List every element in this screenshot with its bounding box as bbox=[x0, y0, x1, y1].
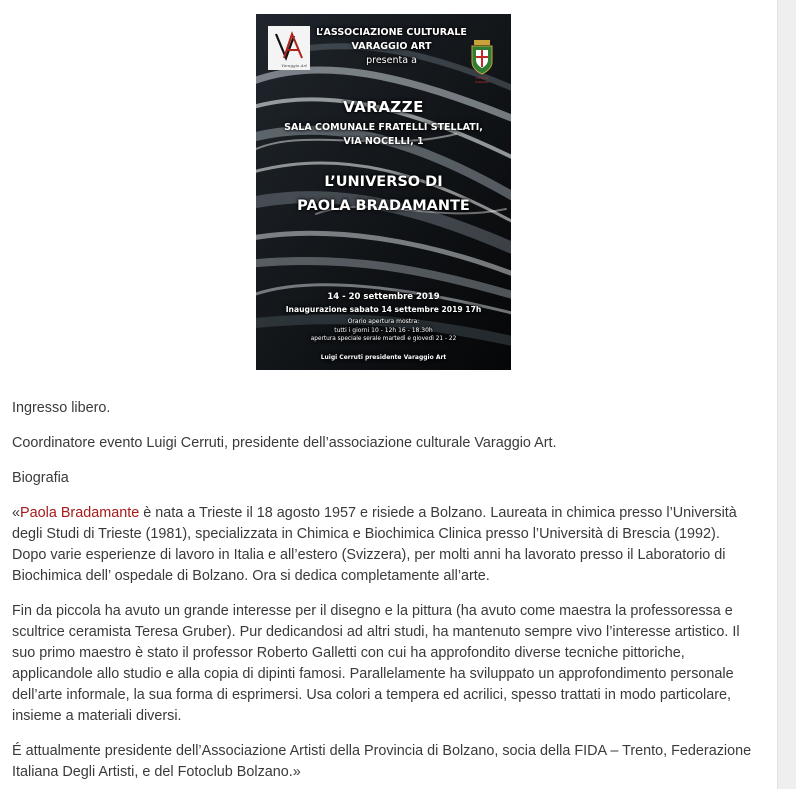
poster-header-line2: VARAGGIO ART bbox=[351, 41, 432, 52]
poster-president: Luigi Cerruti presidente Varaggio Art bbox=[320, 354, 447, 361]
poster-city: VARAZZE bbox=[343, 98, 424, 116]
poster-title-line1: L’UNIVERSO DI bbox=[324, 174, 443, 190]
bio-paragraph-2: Fin da piccola ha avuto un grande interesse per il disegno e la pittura (ha avuto come maestra la professoressa e scultrice ceramista Teresa Gruber). Pur dedicandosi ad altri studi, ha mantenuto sempre vivo l’interesse artistico. Il suo primo maestro è stato il professor Roberto Galletti con cui ha approfondito diverse tecniche pittoriche, applicandole allo studio e alla copia di dipinti famosi. Parallelamente ha sviluppato un approfondimento personale dell’arte informale, la sua forma di esprimersi. Usa colori a tempera ed acrilici, spesso trattati in modo particolare, insieme a materiali diversi. bbox=[12, 603, 740, 724]
bio-paragraph-1-text: è nata a Trieste il 18 agosto 1957 e risiede a Bolzano. Laureata in chimica presso l’Università degli Studi di Trieste (1981), specializzata in Chimica e Biochimica Clinica presso l’Università di Brescia (1992). Dopo varie esperienze di lavoro in Italia e all’estero (Svizzera), per molti anni ha lavorato presso il Laboratorio di Biochimica dell’ ospedale di Bolzano. Ora si dedica completamente all’arte. bbox=[12, 505, 737, 584]
poster-title-line2: PAOLA BRADAMANTE bbox=[297, 198, 470, 214]
poster-hours-evening: apertura speciale serale martedì e giovedì 21 - 22 bbox=[310, 336, 457, 342]
bio-paragraph-1 bbox=[12, 503, 752, 587]
article-body bbox=[12, 398, 752, 797]
event-poster bbox=[256, 14, 511, 370]
poster-header-line1: L’ASSOCIAZIONE CULTURALE bbox=[316, 27, 467, 38]
bio-paragraph-3: É attualmente presidente dell’Associazione Artisti della Provincia di Bolzano, socia della FIDA – Trento, Federazione Italiana Degli Artisti, e del Fotoclub Bolzano.» bbox=[12, 743, 752, 780]
coordinator-note: Coordinatore evento Luigi Cerruti, presidente dell’associazione culturale Varaggio Art. bbox=[12, 435, 557, 451]
biography-heading: Biografia bbox=[12, 470, 69, 486]
crest-caption: CITTÀ DI VARAZZE bbox=[475, 76, 489, 84]
poster-inauguration: Inaugurazione sabato 14 settembre 2019 17h bbox=[285, 305, 482, 314]
poster-hours-daily: tutti i giorni 10 - 12h 16 - 18.30h bbox=[334, 327, 433, 334]
poster-header-line3: presenta a bbox=[366, 55, 417, 66]
poster-venue-line1: SALA COMUNALE FRATELLI STELLATI, bbox=[284, 122, 483, 133]
logo-caption: Varaggio Art bbox=[281, 63, 307, 68]
artist-name-link[interactable]: Paola Bradamante bbox=[20, 505, 140, 521]
open-quote: « bbox=[12, 505, 21, 521]
poster-hours-label: Orario apertura mostra: bbox=[347, 318, 420, 325]
poster-dates: 14 - 20 settembre 2019 bbox=[327, 292, 440, 302]
admission-note: Ingresso libero. bbox=[12, 400, 111, 416]
scrollbar-track[interactable] bbox=[777, 0, 796, 789]
poster-venue-line2: VIA NOCELLI, 1 bbox=[343, 136, 424, 147]
